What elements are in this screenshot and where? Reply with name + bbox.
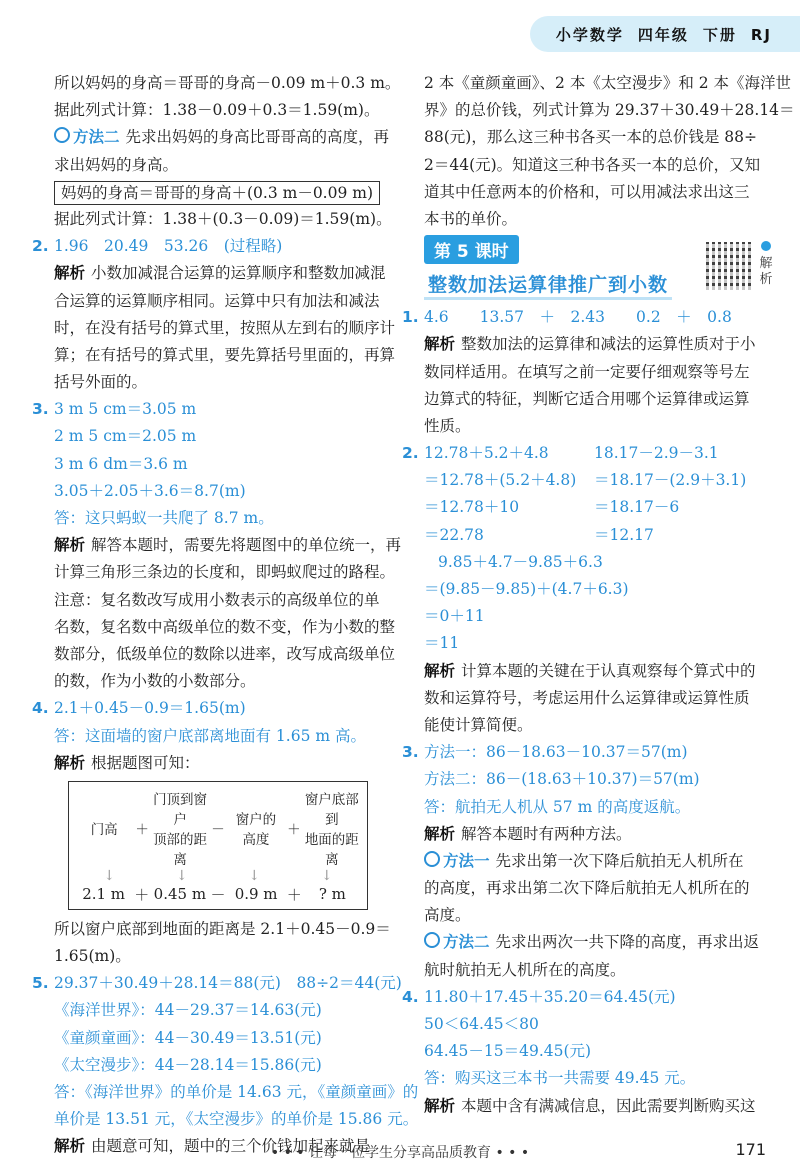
text-line: 的高度，再求出第二次下降后航拍无人机所在的 — [424, 879, 750, 898]
question-5-answer: 5. 29.37＋30.49＋28.14＝88(元) 88÷2＝44(元) — [32, 974, 402, 993]
answer-line: ＝12.78＋(5.2＋4.8) ＝18.17－(2.9＋3.1) — [424, 471, 747, 490]
value-door-window: 0.45 m — [153, 885, 207, 904]
answer-line: 答：航拍无人机从 57 m 的高度返航。 — [424, 797, 691, 816]
answer-line: 3 m 6 dm＝3.6 m — [54, 454, 188, 473]
diagram-plus: ＋ — [134, 885, 150, 904]
answer-line: ＝12.78＋10 ＝18.17－6 — [424, 498, 680, 517]
analysis-line: 解析 整数加法的运算律和减法的运算性质对于小 — [424, 335, 756, 354]
value-window: 0.9 m — [234, 885, 278, 904]
text-line: 能使计算简便。 — [424, 715, 533, 734]
diagram-minus: － — [210, 885, 226, 904]
formula-box-line — [54, 179, 400, 206]
answer-line: 答：这只蚂蚁一共爬了 8.7 m。 — [54, 509, 274, 527]
formula-box: 妈妈的身高＝哥哥的身高＋(0.3 m－0.09 m) — [54, 181, 380, 205]
method-one: 方法一 先求出第一次下降后航拍无人机所在 — [424, 848, 780, 875]
text-line: 合运算的运算顺序相同。运算中只有加法和减法 — [54, 291, 380, 310]
diagram-arrows — [73, 868, 363, 884]
header-term: 下册 — [702, 26, 737, 44]
text-line: 边算式的特征，判断它适合用哪个运算律或运算 — [424, 389, 750, 408]
text-line: 88(元)，那么这三种书各买一本的总价钱是 88÷ — [424, 128, 757, 147]
analysis-line: 解析 本题中含有满减信息，因此需要判断购买这 — [424, 1096, 756, 1115]
text-line: 2 本《童颜童画》、2 本《太空漫步》和 2 本《海洋世 — [424, 74, 792, 92]
pencil-icon — [54, 127, 70, 143]
answer-line: 50＜64.45＜80 — [424, 1015, 539, 1033]
text-line: 性质。 — [424, 416, 471, 435]
analysis-line: 解析 解答本题时，需要先将题图中的单位统一，再 — [54, 536, 402, 555]
answer-line: 《童颜童画》：44－30.49＝13.51(元) — [54, 1028, 322, 1047]
answer-line: 《海洋世界》：44－29.37＝14.63(元) — [54, 1001, 322, 1020]
answer-line: 答：这面墙的窗户底部离地面有 1.65 m 高。 — [54, 726, 366, 745]
answer-line: 《太空漫步》：44－28.14＝15.86(元) — [54, 1055, 322, 1074]
text-line: 据此列式计算：1.38＋(0.3－0.09)＝1.59(m)。 — [54, 209, 392, 228]
text-line: 名数，复名数中高级单位的数不变，作为小数的整 — [54, 617, 396, 636]
header-subject: 小学数学 — [555, 26, 624, 44]
play-icon — [761, 241, 771, 251]
page-number: 171 — [735, 1140, 766, 1159]
down-arrow-icon: ↓ — [175, 867, 188, 884]
s1-answer: 1. 4.6 13.57 ＋ 2.43 0.2 ＋ 0.8 — [402, 308, 732, 327]
text-line: 数部分，低级单位的数除以进率，改写成高级单位 — [54, 644, 396, 663]
text-line: 2＝44(元)。知道这三种书各买一本的总价，又知 — [424, 155, 761, 174]
method-two: 方法二 先求出妈妈的身高比哥哥高的高度，再 — [54, 124, 400, 151]
footer-slogan: • • • 让每一位学生分享高品质教育 • • • — [270, 1145, 530, 1161]
text-line: 数同样适用。在填写之前一定要仔细观察等号左 — [424, 362, 750, 381]
answer-line: 64.45－15＝49.45(元) — [424, 1042, 592, 1061]
height-diagram — [68, 781, 368, 910]
answer-line: ＝0＋11 — [424, 607, 485, 626]
analysis-line: 解析 小数加减混合运算的运算顺序和整数加减混 — [54, 264, 386, 283]
method-one-label: 方法一 — [424, 852, 490, 870]
question-3-answer: 3. 3 m 5 cm＝3.05 m — [32, 400, 197, 419]
window-height-label: 窗户的 高度 — [235, 811, 277, 848]
text-line: 1.65(m)。 — [54, 947, 131, 966]
analysis-line: 解析 由题意可知，题中的三个价钱加起来就是 — [54, 1137, 371, 1156]
text-line: 计算三角形三条边的长度和，即蚂蚁爬过的路程。 — [54, 563, 396, 582]
text-line: 求出妈妈的身高。 — [54, 155, 179, 174]
header-text — [542, 24, 772, 45]
down-arrow-icon: ↓ — [248, 867, 261, 884]
door-height-label: 门高 — [90, 821, 118, 838]
page-header — [0, 0, 800, 52]
value-unknown: ? m — [318, 885, 346, 904]
s3-answer: 3. 方法一：86－18.63－10.37＝57(m) — [402, 743, 688, 762]
diagram-values — [73, 884, 363, 905]
diagram-labels — [73, 788, 363, 868]
down-arrow-icon: ↓ — [320, 867, 333, 884]
left-column — [32, 70, 419, 1161]
diagram-minus: － — [211, 821, 225, 838]
answer-line: 答：购买这三本书一共需要 49.45 元。 — [424, 1069, 696, 1088]
analysis-line: 解析 计算本题的关键在于认真观察每个算式中的 — [424, 661, 756, 680]
method-two: 方法二 先求出两次一共下降的高度，再求出返 — [424, 929, 780, 956]
text-line: 所以妈妈的身高＝哥哥的身高－0.09 m＋0.3 m。 — [54, 74, 401, 92]
value-door: 2.1 m — [82, 885, 126, 904]
analysis-line: 解析 解答本题时有两种方法。 — [424, 824, 632, 843]
diagram-plus: ＋ — [287, 821, 301, 838]
lesson-title: 整数加法运算律推广到小数 — [424, 270, 672, 300]
analysis-line: 解析 根据题图可知： — [54, 753, 200, 772]
text-line: 界》的总价钱，列式计算为 29.37＋30.49＋28.14＝ — [424, 101, 795, 120]
answer-line: 9.85＋4.7－9.85＋6.3 — [438, 552, 603, 571]
text-line: 数和运算符号，考虑运用什么运算律或运算性质 — [424, 688, 750, 707]
lesson-number: 第 5 课时 — [424, 235, 519, 264]
answer-line: ＝(9.85－9.85)＋(4.7＋6.3) — [424, 580, 629, 598]
pencil-icon — [424, 932, 440, 948]
window-to-ground-label: 窗户底部到 地面的距离 — [304, 791, 359, 868]
answer-line: 答：《海洋世界》的单价是 14.63 元，《童颜童画》的 — [54, 1083, 419, 1101]
right-column — [402, 70, 795, 1120]
question-4-answer: 4. 2.1＋0.45－0.9＝1.65(m) — [32, 699, 246, 718]
text-line: 括号外面的。 — [54, 373, 148, 392]
method-two-label: 方法二 — [424, 933, 490, 951]
qr-label: 解析 — [756, 240, 776, 288]
header-edition: RJ — [750, 26, 772, 44]
text-line: 的数，作为小数的小数部分。 — [54, 672, 256, 691]
header-grade: 四年级 — [637, 26, 689, 44]
answer-line: ＝22.78 ＝12.17 — [424, 525, 654, 544]
text-line: 所以窗户底部到地面的距离是 2.1＋0.45－0.9＝ — [54, 919, 391, 938]
door-to-window-label: 门顶到窗户 顶部的距离 — [153, 791, 208, 868]
qr-code-overlay — [706, 242, 754, 290]
diagram-plus: ＋ — [135, 821, 149, 838]
text-line: 本书的单价。 — [424, 209, 518, 228]
text-line: 航时航拍无人机所在的高度。 — [424, 960, 626, 979]
text-line: 高度。 — [424, 906, 471, 925]
answer-line: 单价是 13.51 元，《太空漫步》的单价是 15.86 元。 — [54, 1110, 419, 1129]
pencil-icon — [424, 851, 440, 867]
text-line: 时，在没有括号的算式里，按照从左到右的顺序计 — [54, 318, 396, 337]
answer-line: ＝11 — [424, 634, 460, 653]
question-2-answer: 2. 1.96 20.49 53.26 (过程略) — [32, 237, 283, 256]
text-line: 注意：复名数改写成用小数表示的高级单位的单 — [54, 590, 380, 609]
down-arrow-icon: ↓ — [103, 867, 116, 884]
text-line: 据此列式计算：1.38－0.09＋0.3＝1.59(m)。 — [54, 101, 380, 120]
s2-answer-row: 2. 12.78＋5.2＋4.8 18.17－2.9－3.1 — [402, 444, 719, 463]
method-two-label: 方法二 — [54, 128, 120, 146]
answer-line: 2 m 5 cm＝2.05 m — [54, 427, 197, 446]
answer-line: 方法二：86－(18.63＋10.37)＝57(m) — [424, 770, 700, 789]
diagram-plus: ＋ — [286, 885, 302, 904]
s4-answer: 4. 11.80＋17.45＋35.20＝64.45(元) — [402, 987, 676, 1006]
text-line: 道其中任意两本的价格和，可以用减法求出这三 — [424, 182, 750, 201]
text-line: 算；在有括号的算式里，要先算括号里面的，再算 — [54, 345, 396, 364]
answer-line: 3.05＋2.05＋3.6＝8.7(m) — [54, 481, 246, 500]
